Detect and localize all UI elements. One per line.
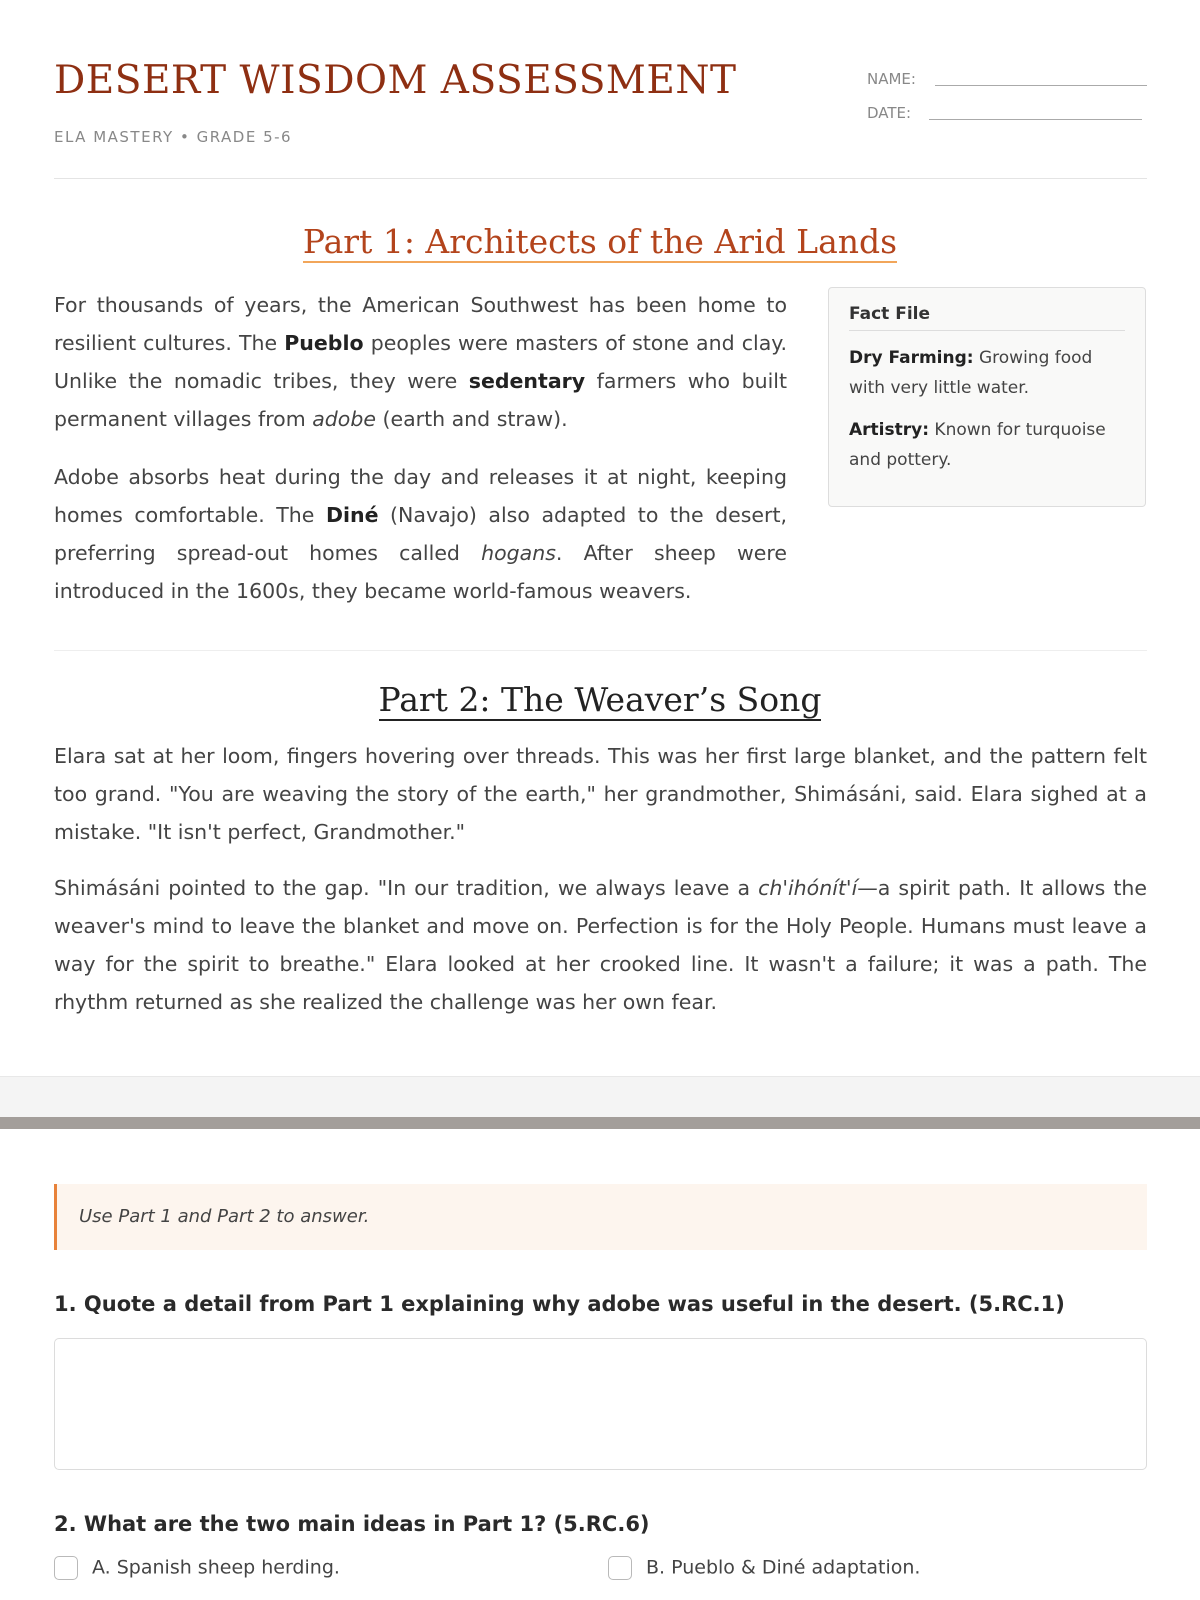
fact-file-title: Fact File bbox=[849, 304, 1125, 331]
date-line[interactable] bbox=[929, 119, 1142, 120]
term-pueblo: Pueblo bbox=[284, 331, 364, 355]
part2-heading-text: Part 2: The Weaver’s Song bbox=[378, 680, 822, 719]
option-label: B. Pueblo & Diné adaptation. bbox=[646, 1556, 921, 1579]
part1-paragraph-1 bbox=[54, 286, 787, 438]
checkbox[interactable] bbox=[54, 1556, 78, 1580]
checkbox[interactable] bbox=[608, 1556, 632, 1580]
name-line[interactable] bbox=[935, 85, 1147, 86]
term-hogans: hogans bbox=[481, 541, 556, 565]
part1-heading bbox=[0, 222, 1200, 263]
part1-heading-text: Part 1: Architects of the Arid Lands bbox=[302, 222, 898, 261]
text: peoples were masters of stone and clay. Unlike the nomadic tribes, they were bbox=[54, 331, 788, 393]
fact-item bbox=[849, 343, 1125, 403]
part1-paragraph-2 bbox=[54, 458, 787, 610]
question-2: 2. What are the two main ideas in Part 1? (5.RC.6) bbox=[54, 1512, 650, 1536]
fact-text: Known for turquoise and pottery. bbox=[849, 420, 1106, 470]
term-sedentary: sedentary bbox=[468, 369, 586, 393]
text: . After sheep were introduced in the 1600s, they became world-famous weavers. bbox=[54, 541, 787, 603]
fact-file-box bbox=[828, 287, 1146, 507]
text: Adobe absorbs heat during the day and releases it at night, keeping homes comfortable. The bbox=[54, 465, 787, 527]
text: For thousands of years, the American Southwest has been home to resilient cultures. The bbox=[54, 293, 787, 355]
answer-box-1[interactable] bbox=[54, 1338, 1147, 1470]
part1-text bbox=[54, 286, 787, 630]
option-a[interactable] bbox=[54, 1556, 340, 1580]
fact-text: Growing food with very little water. bbox=[849, 348, 1093, 398]
question-1: 1. Quote a detail from Part 1 explaining why adobe was useful in the desert. (5.RC.1) bbox=[54, 1292, 1065, 1316]
fact-item bbox=[849, 415, 1125, 475]
name-field bbox=[867, 70, 916, 88]
date-field bbox=[867, 104, 911, 122]
fact-term: Artistry: bbox=[849, 420, 930, 440]
header-divider bbox=[54, 178, 1147, 179]
part2-paragraph-1: Elara sat at her loom, fingers hovering over threads. This was her first large blanket, and the pattern felt too grand. "You are weaving the story of the earth," her grandmother, Shimásáni, said. Elara sighed at a mistake. "It isn't perfect, Grandmother." bbox=[54, 744, 1147, 844]
part2-text bbox=[54, 737, 1147, 1039]
text: farmers who built permanent villages from bbox=[54, 369, 788, 431]
part2-heading bbox=[0, 680, 1200, 721]
text: Shimásáni pointed to the gap. "In our tradition, we always leave a bbox=[54, 876, 759, 900]
term-dine: Diné bbox=[325, 503, 379, 527]
instruction-note: Use Part 1 and Part 2 to answer. bbox=[54, 1184, 1147, 1250]
term-adobe: adobe bbox=[312, 407, 376, 431]
option-label: A. Spanish sheep herding. bbox=[92, 1556, 340, 1579]
text: (Navajo) also adapted to the desert, preferring spread-out homes called bbox=[54, 503, 788, 565]
page-title: DESERT WISDOM ASSESSMENT bbox=[54, 58, 737, 103]
option-b[interactable] bbox=[608, 1556, 920, 1580]
section-divider bbox=[54, 650, 1147, 651]
part2-paragraph-2 bbox=[54, 869, 1147, 1021]
name-label: NAME: bbox=[867, 70, 916, 88]
text: (earth and straw). bbox=[375, 407, 568, 431]
page-subtitle: ELA MASTERY • GRADE 5-6 bbox=[54, 128, 293, 146]
term-spirit-path: ch'ihónít'í bbox=[758, 876, 858, 900]
date-label: DATE: bbox=[867, 104, 912, 122]
page-separator-bar bbox=[0, 1117, 1200, 1129]
fact-term: Dry Farming: bbox=[849, 348, 974, 368]
text: —a spirit path. It allows the weaver's mind to leave the blanket and move on. Perfection is for the Holy People. Humans must leave a way for the spirit to breathe." Elara looked at her crooked line. It wasn't a failure; it was a path. The rhythm returned as she realized the challenge was her own fear. bbox=[54, 876, 1147, 1014]
